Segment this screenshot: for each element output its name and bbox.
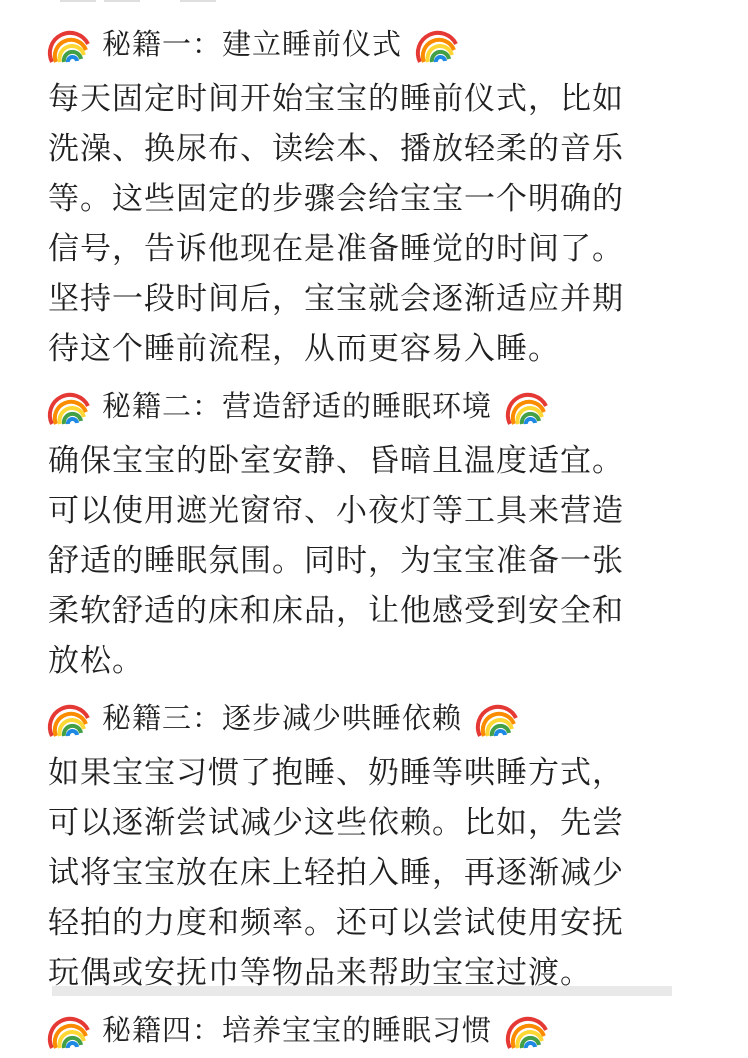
body-line: 轻拍的力度和频率。还可以尝试使用安抚 [48, 905, 624, 941]
tip-heading [48, 690, 708, 746]
body-line: 柔软舒适的床和床品，让他感受到安全和 [48, 593, 624, 629]
rainbow-icon [48, 22, 92, 66]
rainbow-icon [48, 384, 92, 428]
tip-body [48, 74, 708, 374]
tip-title: 秘籍一：建立睡前仪式 [102, 27, 403, 61]
cut-off-text-fragment [60, 0, 240, 2]
body-line: 待这个睡前流程，从而更容易入睡。 [48, 331, 560, 367]
body-line: 可以使用遮光窗帘、小夜灯等工具来营造 [48, 493, 624, 529]
tip-heading [48, 1002, 708, 1058]
tip-title: 秘籍三：逐步减少哄睡依赖 [102, 701, 463, 735]
body-line: 试将宝宝放在床上轻拍入睡，再逐渐减少 [48, 855, 624, 891]
tip-body [48, 748, 708, 998]
body-line: 玩偶或安抚巾等物品来帮助宝宝过渡。 [48, 955, 592, 991]
body-line: 每天固定时间开始宝宝的睡前仪式，比如 [48, 81, 624, 117]
note-content [48, 16, 708, 1058]
body-line: 确保宝宝的卧室安静、昏暗且温度适宜。 [48, 443, 624, 479]
rainbow-icon [476, 696, 520, 740]
body-line: 可以逐渐尝试减少这些依赖。比如，先尝 [48, 805, 624, 841]
tip-heading [48, 378, 708, 434]
tip-section-3 [48, 690, 708, 998]
rainbow-icon [48, 1008, 92, 1052]
tip-body [48, 436, 708, 686]
body-line: 坚持一段时间后，宝宝就会逐渐适应并期 [48, 281, 624, 317]
cut-off-text-fragment [52, 986, 692, 1006]
tip-title: 秘籍四：培养宝宝的睡眠习惯 [102, 1013, 493, 1047]
body-line: 放松。 [48, 643, 144, 679]
rainbow-icon [48, 696, 92, 740]
rainbow-icon [416, 22, 460, 66]
body-line: 舒适的睡眠氛围。同时，为宝宝准备一张 [48, 543, 624, 579]
tip-title: 秘籍二：营造舒适的睡眠环境 [102, 389, 493, 423]
body-line: 信号，告诉他现在是准备睡觉的时间了。 [48, 231, 624, 267]
tip-section-2 [48, 378, 708, 686]
rainbow-icon [506, 1008, 550, 1052]
body-line: 如果宝宝习惯了抱睡、奶睡等哄睡方式， [48, 755, 624, 791]
tip-section-4 [48, 1002, 708, 1058]
body-line: 等。这些固定的步骤会给宝宝一个明确的 [48, 181, 624, 217]
tip-heading [48, 16, 708, 72]
rainbow-icon [506, 384, 550, 428]
tip-section-1 [48, 16, 708, 374]
body-line: 洗澡、换尿布、读绘本、播放轻柔的音乐 [48, 131, 624, 167]
